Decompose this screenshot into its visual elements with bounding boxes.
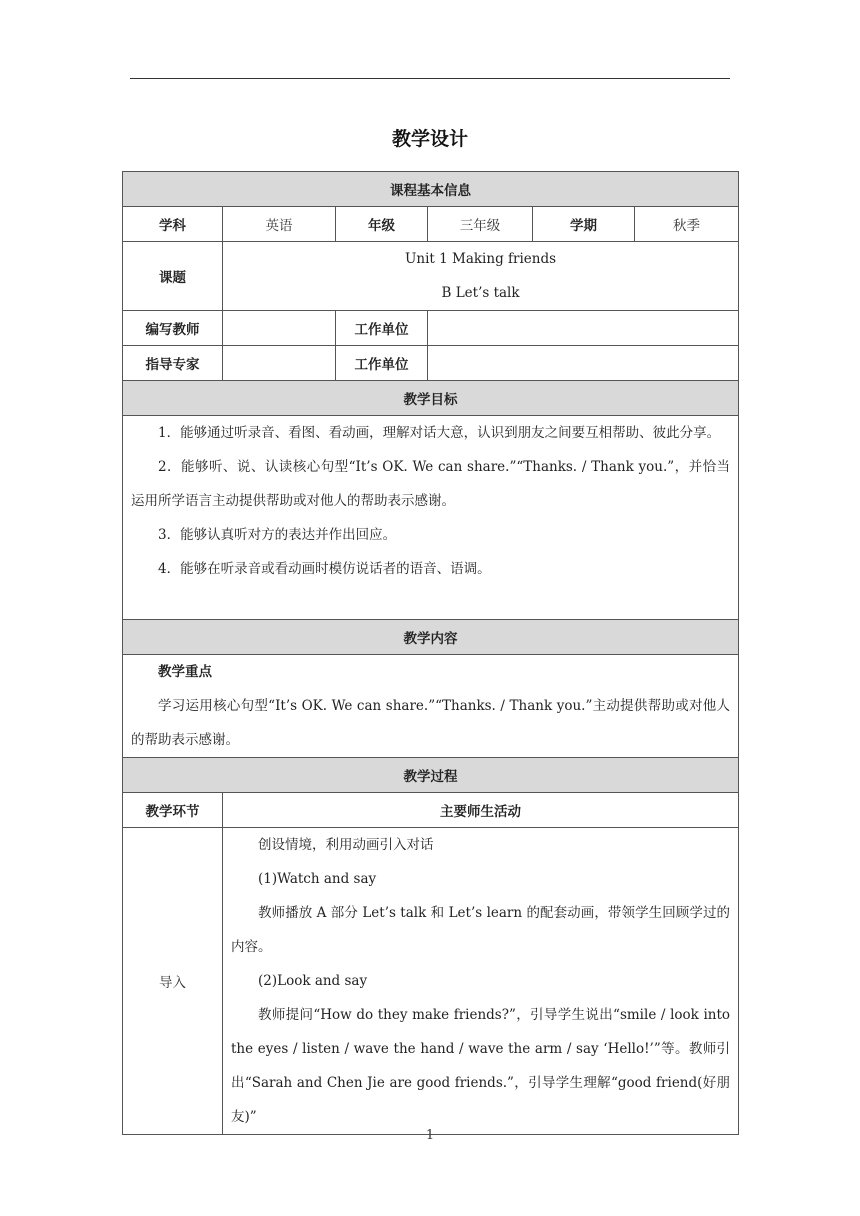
goal-item: 2．能够听、说、认读核心句型“It’s OK. We can share.”“Thanks. / Thank you.”，并恰当运用所学语言主动提供帮助或对他人的帮助表示感谢。 xyxy=(131,459,731,509)
page-number: 1 xyxy=(425,1128,435,1143)
topic-label: 课题 xyxy=(123,242,223,311)
topic-line-1: Unit 1 Making friends xyxy=(405,251,557,267)
subject-value: 英语 xyxy=(223,207,336,242)
topic-row xyxy=(123,242,739,311)
goals-header: 教学目标 xyxy=(123,381,739,416)
process-header: 教学过程 xyxy=(123,758,739,793)
term-value: 秋季 xyxy=(635,207,739,242)
expert-value xyxy=(223,346,336,381)
activity-line: (1)Watch and say xyxy=(258,871,377,887)
topic-line-2: B Let’s talk xyxy=(441,285,520,301)
content-header-row xyxy=(123,620,739,655)
teacher-row xyxy=(123,311,739,346)
goal-item: 4．能够在听录音或看动画时模仿说话者的语音、语调。 xyxy=(158,561,491,577)
activity-line: (2)Look and say xyxy=(258,973,368,989)
expert-unit-value xyxy=(428,346,739,381)
grade-value: 三年级 xyxy=(428,207,533,242)
topic-value xyxy=(223,242,739,311)
basic-info-header: 课程基本信息 xyxy=(123,172,739,207)
activity-line: 教师提问“How do they make friends?”，引导学生说出“smile / look into the eyes / listen / wave the hand / wave the arm / say ‘Hello!’”等。教师引出“Sarah and Chen Jie are good friends.”，引导学生理解“good friend(好朋友)” xyxy=(231,1007,731,1125)
key-point-text: 学习运用核心句型“It’s OK. We can share.”“Thanks. / Thank you.”主动提供帮助或对他人的帮助表示感谢。 xyxy=(131,698,731,748)
process-row xyxy=(123,828,739,1135)
teacher-label: 编写教师 xyxy=(123,311,223,346)
teacher-unit-label: 工作单位 xyxy=(336,311,428,346)
content-header: 教学内容 xyxy=(123,620,739,655)
grade-label: 年级 xyxy=(336,207,428,242)
expert-row xyxy=(123,346,739,381)
subject-label: 学科 xyxy=(123,207,223,242)
activity-line: 创设情境，利用动画引入对话 xyxy=(258,837,434,853)
expert-unit-label: 工作单位 xyxy=(336,346,428,381)
teacher-value xyxy=(223,311,336,346)
goals-header-row xyxy=(123,381,739,416)
process-columns-row xyxy=(123,793,739,828)
expert-label: 指导专家 xyxy=(123,346,223,381)
basic-info-header-row xyxy=(123,172,739,207)
activity-column-header: 主要师生活动 xyxy=(223,793,739,828)
term-label: 学期 xyxy=(533,207,635,242)
header-rule xyxy=(130,78,730,79)
stage-column-header: 教学环节 xyxy=(123,793,223,828)
content-body xyxy=(123,655,739,758)
content-row xyxy=(123,655,739,758)
goal-item: 3．能够认真听对方的表达并作出回应。 xyxy=(158,527,397,543)
process-header-row xyxy=(123,758,739,793)
goal-item: 1．能够通过听录音、看图、看动画，理解对话大意，认识到朋友之间要互相帮助、彼此分享。 xyxy=(158,425,721,441)
goals-list xyxy=(123,416,739,620)
stage-label: 导入 xyxy=(123,828,223,1135)
activity-body xyxy=(223,828,739,1135)
teacher-unit-value xyxy=(428,311,739,346)
activity-line: 教师播放 A 部分 Let’s talk 和 Let’s learn 的配套动画，带领学生回顾学过的内容。 xyxy=(231,905,731,955)
subject-row xyxy=(123,207,739,242)
document-title: 教学设计 xyxy=(391,128,468,150)
lesson-plan-table xyxy=(122,171,739,1135)
key-point-title: 教学重点 xyxy=(158,664,212,680)
goals-row xyxy=(123,416,739,620)
